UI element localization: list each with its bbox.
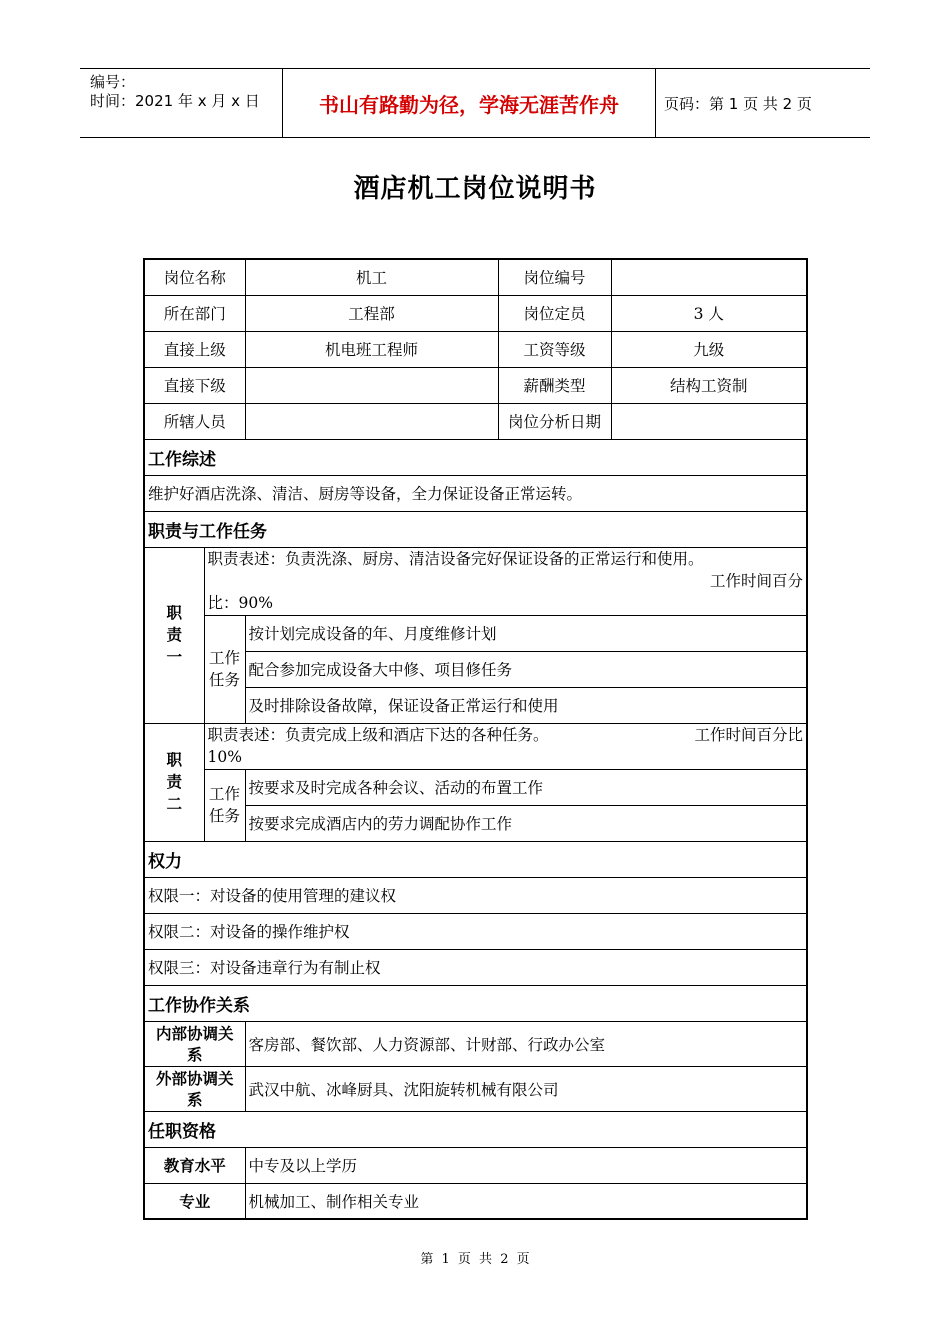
duty-1-description (204, 547, 807, 615)
job-description-table (143, 258, 808, 1220)
header-motto: 书山有路勤为径，学海无涯苦作舟 (282, 69, 656, 137)
duty-2-description (204, 723, 807, 769)
info-row (144, 259, 807, 295)
section-header-authority (144, 841, 807, 877)
info-row (144, 403, 807, 439)
info-value: 机工 (245, 259, 498, 295)
info-label: 岗位定员 (498, 295, 611, 331)
duty-2-desc-pct: 工作时间百分比 (694, 726, 804, 744)
info-label: 岗位名称 (144, 259, 245, 295)
duty-1-task: 按计划完成设备的年、月度维修计划 (245, 615, 807, 651)
info-value: 结构工资制 (611, 367, 807, 403)
duty-2-task-row (144, 769, 807, 805)
duty-1-task-row (144, 615, 807, 651)
duty-1-task-label-text: 工作任务 (208, 649, 240, 689)
info-value (611, 403, 807, 439)
duty-2-task-label-text: 工作任务 (208, 785, 240, 825)
info-value: 3 人 (611, 295, 807, 331)
info-value (245, 367, 498, 403)
duty-1-desc-line3: 比：90% (207, 594, 273, 612)
duty-2-desc-row (144, 723, 807, 769)
number-label: 编号： (90, 73, 136, 91)
duty-2-desc-line2: 10% (207, 748, 242, 766)
section-header-duties (144, 511, 807, 547)
time-label: 时间：2021 年 x 月 x 日 (90, 92, 260, 110)
qualification-row (144, 1147, 807, 1183)
duty-1-task-label (204, 615, 245, 723)
section-heading: 职责与工作任务 (144, 511, 807, 547)
duty-1-desc-line2: 工作时间百分 (710, 572, 804, 590)
info-row (144, 367, 807, 403)
major-label: 专业 (144, 1183, 245, 1219)
duty-2-label (144, 723, 204, 841)
section-heading: 任职资格 (144, 1111, 807, 1147)
authority-row (144, 949, 807, 985)
duty-2-desc-line1: 职责表述：负责完成上级和酒店下达的各种任务。 (207, 726, 549, 744)
qualification-row (144, 1183, 807, 1219)
duty-1-label-text: 职责一 (166, 603, 182, 666)
duty-2-task: 按要求及时完成各种会议、活动的布置工作 (245, 769, 807, 805)
info-label: 岗位分析日期 (498, 403, 611, 439)
info-label: 岗位编号 (498, 259, 611, 295)
external-relation-value: 武汉中航、冰峰厨具、沈阳旋转机械有限公司 (245, 1066, 807, 1111)
external-relation-label (144, 1066, 245, 1111)
duty-1-desc-row (144, 547, 807, 615)
summary-row (144, 475, 807, 511)
info-value (611, 259, 807, 295)
header-meta (90, 73, 260, 111)
authority-row (144, 877, 807, 913)
info-label: 直接下级 (144, 367, 245, 403)
education-value: 中专及以上学历 (245, 1147, 807, 1183)
summary-text: 维护好酒店洗涤、清洁、厨房等设备，全力保证设备正常运转。 (144, 475, 807, 511)
section-heading: 工作协作关系 (144, 985, 807, 1021)
page-header (80, 68, 870, 138)
major-value: 机械加工、制作相关专业 (245, 1183, 807, 1219)
authority-item: 权限二：对设备的操作维护权 (144, 913, 807, 949)
duty-2-task: 按要求完成酒店内的劳力调配协作工作 (245, 805, 807, 841)
section-header-relations (144, 985, 807, 1021)
info-label: 工资等级 (498, 331, 611, 367)
info-row (144, 295, 807, 331)
info-value: 工程部 (245, 295, 498, 331)
duty-1-task: 及时排除设备故障，保证设备正常运行和使用 (245, 687, 807, 723)
info-value (245, 403, 498, 439)
duty-1-task: 配合参加完成设备大中修、项目修任务 (245, 651, 807, 687)
info-value: 机电班工程师 (245, 331, 498, 367)
info-label: 所在部门 (144, 295, 245, 331)
info-label: 直接上级 (144, 331, 245, 367)
section-heading: 工作综述 (144, 439, 807, 475)
internal-relation-label (144, 1021, 245, 1066)
external-relation-label-text: 外部协调关系 (155, 1068, 234, 1109)
internal-relation-label-text: 内部协调关系 (155, 1023, 234, 1064)
authority-item: 权限一：对设备的使用管理的建议权 (144, 877, 807, 913)
authority-row (144, 913, 807, 949)
section-heading: 权力 (144, 841, 807, 877)
header-page-info: 页码：第 1 页 共 2 页 (664, 95, 812, 113)
duty-2-label-text: 职责二 (166, 750, 182, 813)
info-label: 薪酬类型 (498, 367, 611, 403)
duty-1-label (144, 547, 204, 723)
duty-1-desc-line1: 职责表述：负责洗涤、厨房、清洁设备完好保证设备的正常运行和使用。 (207, 550, 704, 568)
section-header-summary (144, 439, 807, 475)
relation-row-internal (144, 1021, 807, 1066)
relation-row-external (144, 1066, 807, 1111)
authority-item: 权限三：对设备违章行为有制止权 (144, 949, 807, 985)
education-label: 教育水平 (144, 1147, 245, 1183)
duty-2-task-label (204, 769, 245, 841)
section-header-qualifications (144, 1111, 807, 1147)
info-row (144, 331, 807, 367)
internal-relation-value: 客房部、餐饮部、人力资源部、计财部、行政办公室 (245, 1021, 807, 1066)
document-title: 酒店机工岗位说明书 (353, 174, 597, 204)
page-footer: 第 1 页 共 2 页 (420, 1252, 530, 1267)
info-label: 所辖人员 (144, 403, 245, 439)
info-value: 九级 (611, 331, 807, 367)
